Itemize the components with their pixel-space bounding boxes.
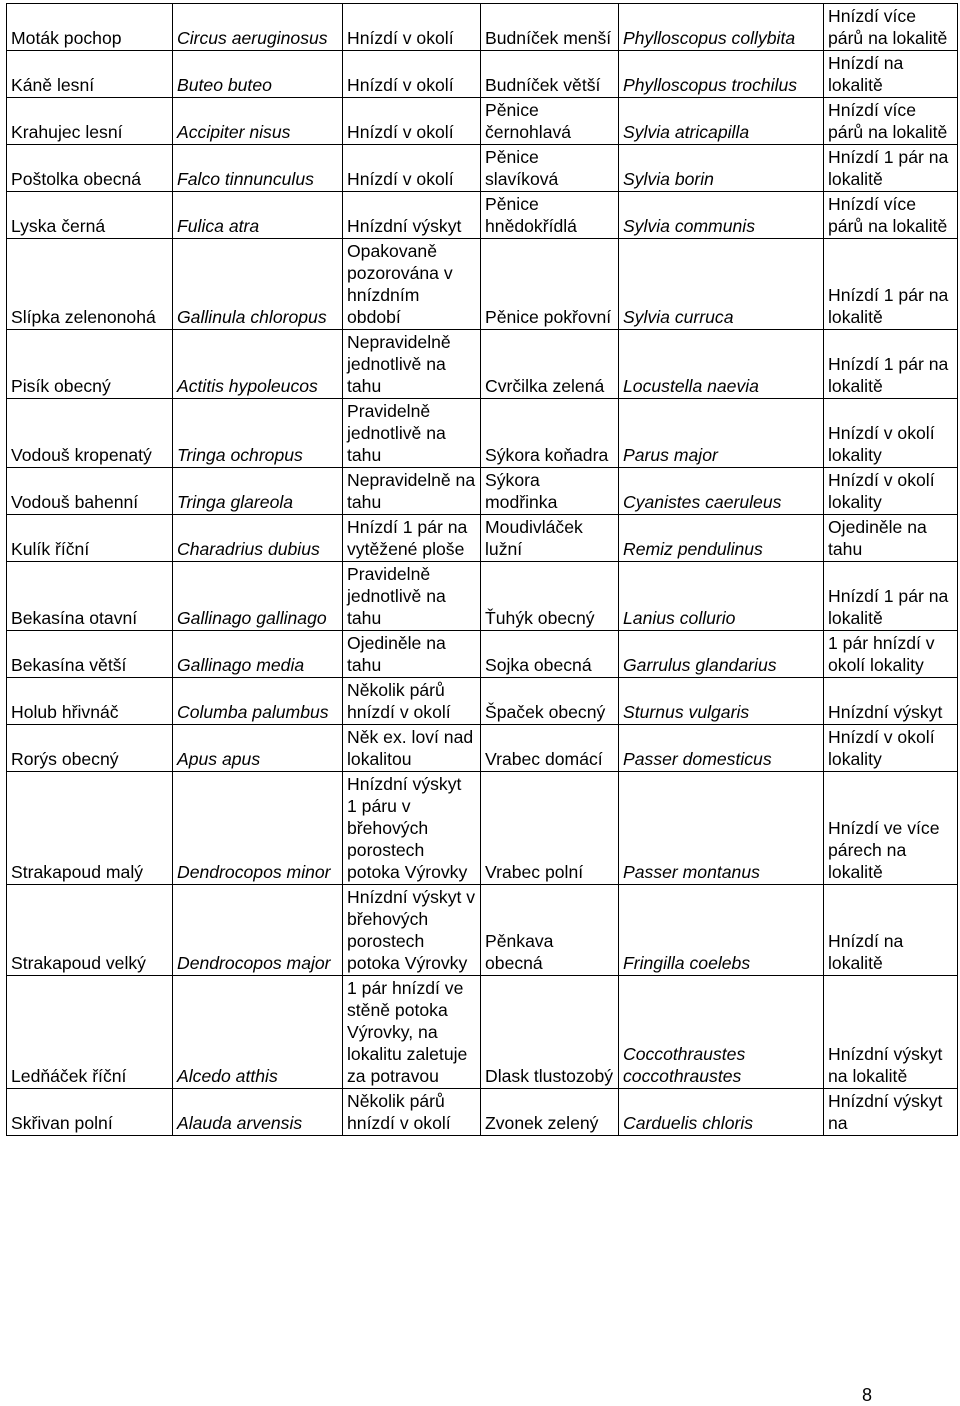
occurrence-status: Hnízdní výskyt [343,192,481,239]
species-czech-name: Káně lesní [7,51,173,98]
species-czech-name: Zvonek zelený [481,1089,619,1136]
species-latin-name: Alcedo atthis [173,976,343,1089]
table-row [7,725,958,772]
table-row [7,4,958,51]
species-latin-name: Apus apus [173,725,343,772]
species-czech-name: Sojka obecná [481,631,619,678]
occurrence-status: Hnízdí 1 pár na lokalitě [824,239,958,330]
species-czech-name: Pěnice hnědokřídlá [481,192,619,239]
species-czech-name: Pisík obecný [7,330,173,399]
occurrence-status: Pravidelně jednotlivě na tahu [343,399,481,468]
occurrence-status: Nepravidelně na tahu [343,468,481,515]
table-row [7,976,958,1089]
occurrence-status: Několik párů hnízdí v okolí [343,1089,481,1136]
species-latin-name: Falco tinnunculus [173,145,343,192]
species-czech-name: Slípka zelenonohá [7,239,173,330]
table-row [7,772,958,885]
species-latin-name: Garrulus glandarius [619,631,824,678]
table-row [7,468,958,515]
page-number: 8 [862,1385,873,1405]
species-latin-name: Gallinula chloropus [173,239,343,330]
species-latin-name: Remiz pendulinus [619,515,824,562]
occurrence-status: Hnízdí více párů na lokalitě [824,98,958,145]
occurrence-status: Několik párů hnízdí v okolí [343,678,481,725]
occurrence-status: Hnízdí v okolí lokality [824,468,958,515]
bird-species-table [6,3,958,1136]
species-latin-name: Cyanistes caeruleus [619,468,824,515]
species-latin-name: Sylvia communis [619,192,824,239]
species-latin-name: Sylvia borin [619,145,824,192]
species-latin-name: Dendrocopos major [173,885,343,976]
species-czech-name: Moudivláček lužní [481,515,619,562]
species-czech-name: Vrabec domácí [481,725,619,772]
species-latin-name: Tringa ochropus [173,399,343,468]
species-czech-name: Bekasína větší [7,631,173,678]
occurrence-status: Hnízdí v okolí lokality [824,725,958,772]
species-latin-name: Sylvia atricapilla [619,98,824,145]
table-row [7,678,958,725]
occurrence-status: Hnízdní výskyt 1 páru v břehových porostech potoka Výrovky [343,772,481,885]
occurrence-status: Hnízdí v okolí [343,4,481,51]
species-czech-name: Vodouš bahenní [7,468,173,515]
occurrence-status: Hnízdí na lokalitě [824,51,958,98]
species-czech-name: Holub hřivnáč [7,678,173,725]
occurrence-status: Hnízdní výskyt [824,678,958,725]
occurrence-status: Hnízdní výskyt na lokalitě [824,976,958,1089]
occurrence-status: Hnízdní výskyt na [824,1089,958,1136]
species-latin-name: Tringa glareola [173,468,343,515]
table-row [7,51,958,98]
table-row [7,239,958,330]
species-czech-name: Pěnice černohlavá [481,98,619,145]
species-latin-name: Fulica atra [173,192,343,239]
table-row [7,145,958,192]
species-czech-name: Sýkora modřinka [481,468,619,515]
species-czech-name: Krahujec lesní [7,98,173,145]
species-czech-name: Pěnkava obecná [481,885,619,976]
species-czech-name: Pěnice pokřovní [481,239,619,330]
species-czech-name: Pěnice slavíková [481,145,619,192]
occurrence-status: Hnízdí 1 pár na lokalitě [824,562,958,631]
species-latin-name: Fringilla coelebs [619,885,824,976]
species-czech-name: Vodouš kropenatý [7,399,173,468]
species-czech-name: Poštolka obecná [7,145,173,192]
species-czech-name: Ťuhýk obecný [481,562,619,631]
occurrence-status: Pravidelně jednotlivě na tahu [343,562,481,631]
table-row [7,515,958,562]
occurrence-status: Hnízdní výskyt v břehových porostech potoka Výrovky [343,885,481,976]
table-row [7,399,958,468]
occurrence-status: Opakovaně pozorována v hnízdním období [343,239,481,330]
species-czech-name: Budníček menší [481,4,619,51]
occurrence-status: Hnízdí 1 pár na vytěžené ploše [343,515,481,562]
species-latin-name: Phylloscopus trochilus [619,51,824,98]
species-czech-name: Budníček větší [481,51,619,98]
species-czech-name: Vrabec polní [481,772,619,885]
species-czech-name: Strakapoud velký [7,885,173,976]
species-czech-name: Dlask tlustozobý [481,976,619,1089]
species-czech-name: Strakapoud malý [7,772,173,885]
table-row [7,631,958,678]
occurrence-status: 1 pár hnízdí ve stěně potoka Výrovky, na lokalitu zaletuje za potravou [343,976,481,1089]
species-latin-name: Locustella naevia [619,330,824,399]
species-latin-name: Coccothraustes coccothraustes [619,976,824,1089]
species-latin-name: Actitis hypoleucos [173,330,343,399]
species-czech-name: Skřivan polní [7,1089,173,1136]
species-czech-name: Bekasína otavní [7,562,173,631]
occurrence-status: Hnízdí v okolí [343,51,481,98]
table-row [7,885,958,976]
species-latin-name: Carduelis chloris [619,1089,824,1136]
occurrence-status: Hnízdí v okolí [343,145,481,192]
species-latin-name: Sylvia curruca [619,239,824,330]
species-latin-name: Alauda arvensis [173,1089,343,1136]
occurrence-status: Hnízdí 1 pár na lokalitě [824,330,958,399]
species-latin-name: Accipiter nisus [173,98,343,145]
occurrence-status: Hnízdí v okolí lokality [824,399,958,468]
occurrence-status: Něk ex. loví nad lokalitou [343,725,481,772]
species-latin-name: Dendrocopos minor [173,772,343,885]
occurrence-status: Hnízdí v okolí [343,98,481,145]
species-czech-name: Moták pochop [7,4,173,51]
species-latin-name: Columba palumbus [173,678,343,725]
species-latin-name: Charadrius dubius [173,515,343,562]
occurrence-status: Hnízdí více párů na lokalitě [824,192,958,239]
occurrence-status: 1 pár hnízdí v okolí lokality [824,631,958,678]
species-latin-name: Buteo buteo [173,51,343,98]
table-row [7,192,958,239]
occurrence-status: Nepravidelně jednotlivě na tahu [343,330,481,399]
species-latin-name: Gallinago gallinago [173,562,343,631]
occurrence-status: Hnízdí více párů na lokalitě [824,4,958,51]
species-czech-name: Špaček obecný [481,678,619,725]
table-body [7,4,958,1136]
species-latin-name: Passer domesticus [619,725,824,772]
species-czech-name: Ledňáček říční [7,976,173,1089]
species-czech-name: Sýkora koňadra [481,399,619,468]
species-latin-name: Passer montanus [619,772,824,885]
species-czech-name: Rorýs obecný [7,725,173,772]
species-czech-name: Kulík říční [7,515,173,562]
table-row [7,562,958,631]
occurrence-status: Ojediněle na tahu [343,631,481,678]
species-latin-name: Gallinago media [173,631,343,678]
species-latin-name: Lanius collurio [619,562,824,631]
species-latin-name: Phylloscopus collybita [619,4,824,51]
occurrence-status: Hnízdí na lokalitě [824,885,958,976]
table-row [7,98,958,145]
species-czech-name: Cvrčilka zelená [481,330,619,399]
occurrence-status: Ojediněle na tahu [824,515,958,562]
table-row [7,330,958,399]
occurrence-status: Hnízdí ve více párech na lokalitě [824,772,958,885]
species-latin-name: Circus aeruginosus [173,4,343,51]
species-latin-name: Parus major [619,399,824,468]
species-latin-name: Sturnus vulgaris [619,678,824,725]
table-row [7,1089,958,1136]
occurrence-status: Hnízdí 1 pár na lokalitě [824,145,958,192]
species-czech-name: Lyska černá [7,192,173,239]
